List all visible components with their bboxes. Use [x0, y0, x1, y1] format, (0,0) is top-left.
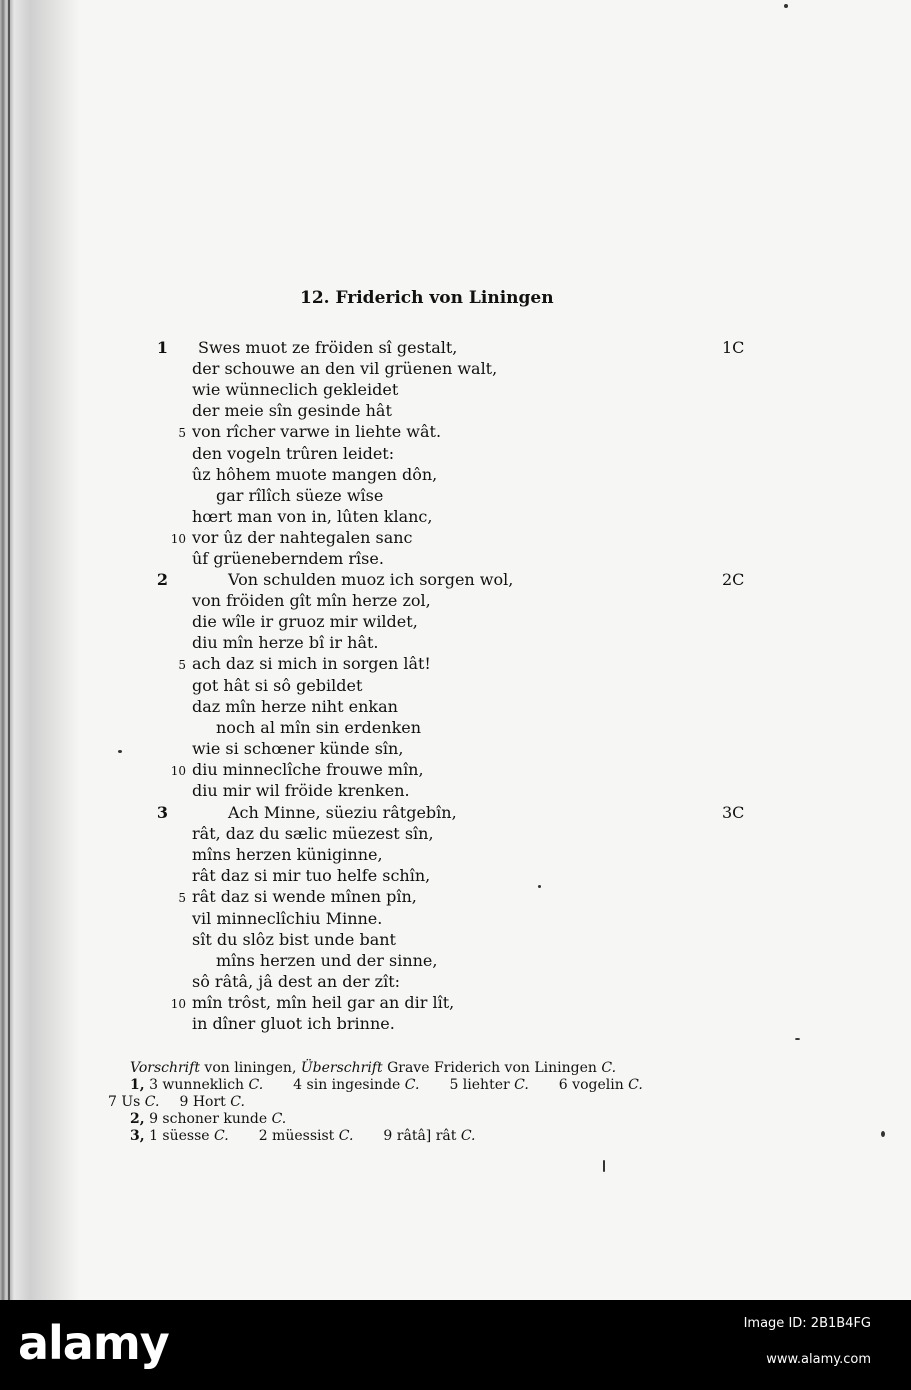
verse-line: diu minneclîche frouwe mîn,	[192, 759, 424, 779]
footnote-line-3: 7 Us C. 9 Hort C.	[108, 1094, 245, 1110]
verse-line: diu mir wil fröide krenken.	[192, 781, 410, 800]
scan-speck	[538, 885, 541, 888]
line-number-marker: 10	[170, 996, 186, 1011]
verse-line: in dîner gluot ich brinne.	[192, 1014, 395, 1033]
brand-logo: alamy	[18, 1316, 169, 1370]
verse-line: Ach Minne, süeziu râtgebîn,	[228, 803, 457, 822]
page-title: 12. Friderich von Liningen	[300, 288, 554, 308]
verse-line: rât, daz du sælic müezest sîn,	[192, 824, 434, 844]
footnote-line-4: 2, 9 schoner kunde C.	[130, 1111, 287, 1127]
line-number-marker: 10	[170, 531, 186, 546]
verse-line: mîns herzen küniginne,	[192, 845, 383, 865]
scan-speck	[795, 1038, 800, 1040]
verse-line: der schouwe an den vil grüenen walt,	[192, 359, 498, 379]
scan-speck	[881, 1131, 885, 1137]
verse-line: von rîcher varwe in liehte wât.	[192, 422, 442, 442]
footnote-line-1: Vorschrift von liningen, Überschrift Grave Friderich von Liningen C.	[130, 1060, 617, 1076]
scan-speck	[784, 4, 788, 8]
verse-line: sô râtâ, jâ dest an der zît:	[192, 971, 401, 991]
manuscript-reference: 1C	[722, 338, 745, 357]
verse-line: mîns herzen und der sinne,	[216, 950, 438, 970]
verse-line: got hât si sô gebildet	[192, 675, 363, 695]
stanza-number: 3	[156, 803, 168, 822]
verse-line: diu mîn herze bî ir hât.	[192, 633, 379, 653]
verse-line: mîn trôst, mîn heil gar an dir lît,	[192, 992, 455, 1012]
verse-line: rât daz si mir tuo helfe schîn,	[192, 866, 431, 886]
line-number-marker: 5	[178, 426, 186, 441]
scan-speck	[118, 750, 122, 753]
verse-line: ach daz si mich in sorgen lât!	[192, 654, 431, 674]
manuscript-reference: 3C	[722, 803, 745, 822]
line-number-marker: 5	[178, 891, 186, 906]
verse-line: wie si schœner künde sîn,	[192, 738, 404, 758]
book-spine-edge	[8, 0, 10, 1300]
verse-line: daz mîn herze niht enkan	[192, 696, 398, 716]
verse-line: noch al mîn sin erdenken	[216, 717, 422, 737]
verse-line: ûz hôhem muote mangen dôn,	[192, 464, 438, 484]
manuscript-reference: 2C	[722, 570, 745, 589]
verse-line: vor ûz der nahtegalen sanc	[192, 527, 413, 547]
verse-line: ûf grüeneberndem rîse.	[192, 549, 384, 568]
verse-line: der meie sîn gesinde hât	[192, 401, 392, 421]
verse-line: rât daz si wende mînen pîn,	[192, 887, 417, 907]
verse-line: wie wünneclich gekleidet	[192, 380, 399, 400]
verse-line: Swes muot ze fröiden sî gestalt,	[198, 338, 458, 357]
stanza-number: 2	[156, 570, 168, 589]
site-url-label: www.alamy.com	[766, 1352, 871, 1367]
image-id-label: Image ID: 2B1B4FG	[743, 1316, 871, 1331]
book-spine-shadow	[0, 0, 80, 1300]
footnote-line-2: 1, 3 wunneklich C. 4 sin ingesinde C. 5 liehter C. 6 vogelin C.	[130, 1077, 643, 1093]
scan-speck	[603, 1160, 605, 1172]
footnote-line-5: 3, 1 süesse C. 2 müessist C. 9 râtâ] rât C.	[130, 1128, 476, 1144]
verse-line: die wîle ir gruoz mir wildet,	[192, 612, 418, 632]
verse-line: gar rîlîch süeze wîse	[216, 485, 384, 505]
verse-line: sît du slôz bist unde bant	[192, 929, 396, 949]
verse-line: von fröiden gît mîn herze zol,	[192, 591, 431, 611]
verse-line: hœrt man von in, lûten klanc,	[192, 506, 433, 526]
verse-line: vil minneclîchiu Minne.	[192, 908, 383, 928]
line-number-marker: 5	[178, 658, 186, 673]
verse-line: den vogeln trûren leidet:	[192, 443, 395, 463]
verse-line: Von schulden muoz ich sorgen wol,	[228, 570, 514, 589]
line-number-marker: 10	[170, 763, 186, 778]
stanza-number: 1	[156, 338, 168, 357]
